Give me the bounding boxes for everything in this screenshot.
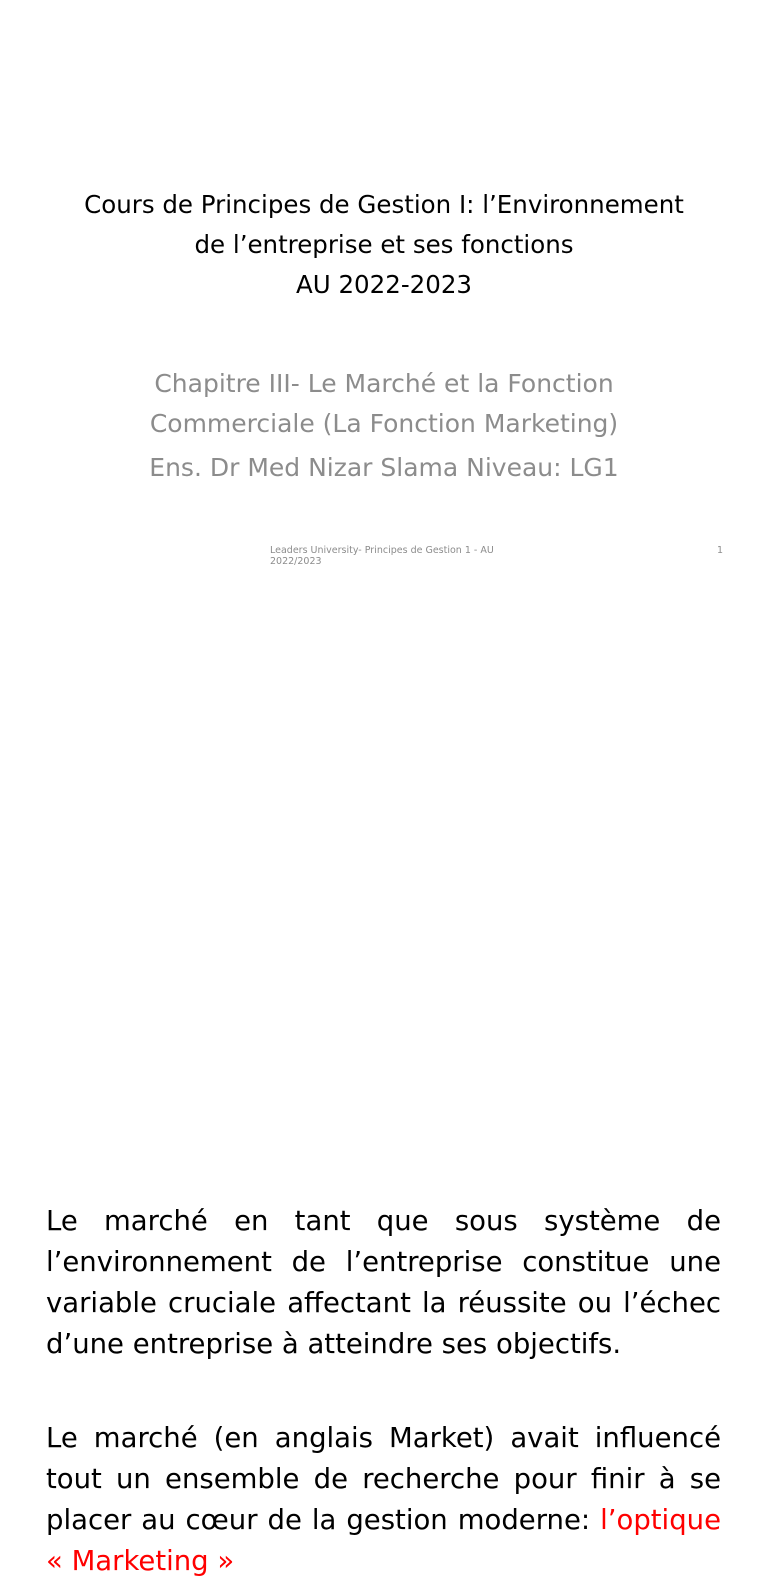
paragraph-2 [46,1418,721,1582]
subtitle-line-1: Chapitre III- Le Marché et la Fonction [154,369,614,398]
subtitle-line-3: Ens. Dr Med Nizar Slama Niveau: LG1 [149,453,619,482]
paragraph-2-highlight: l’optique « Marketing » [46,1504,721,1577]
slide-page-number: 1 [716,545,723,556]
slide-title [0,0,768,576]
subtitle-line-2: Commerciale (La Fonction Marketing) [149,409,619,438]
paragraph-1: Le marché en tant que sous système de l’environnement de l’entreprise constitue une variable cruciale affectant la réussite ou l’échec d’une entreprise à atteindre ses objectifs. [46,1205,721,1360]
title-line-1: Cours de Principes de Gestion I: l’Environnement [84,190,684,219]
slide-footer: Leaders University- Principes de Gestion 1 - AU 2022/2023 [270,545,494,567]
slide-title-text [40,185,728,305]
slide-subtitle [40,364,728,488]
title-line-2: de l’entreprise et ses fonctions [194,230,574,259]
paragraph-2-text: Le marché (en anglais Market) avait influencé tout un ensemble de recherche pour finir à se placer au cœur de la gestion moderne: [46,1422,721,1536]
slide-content [0,576,768,1577]
title-line-3: AU 2022-2023 [295,270,473,299]
